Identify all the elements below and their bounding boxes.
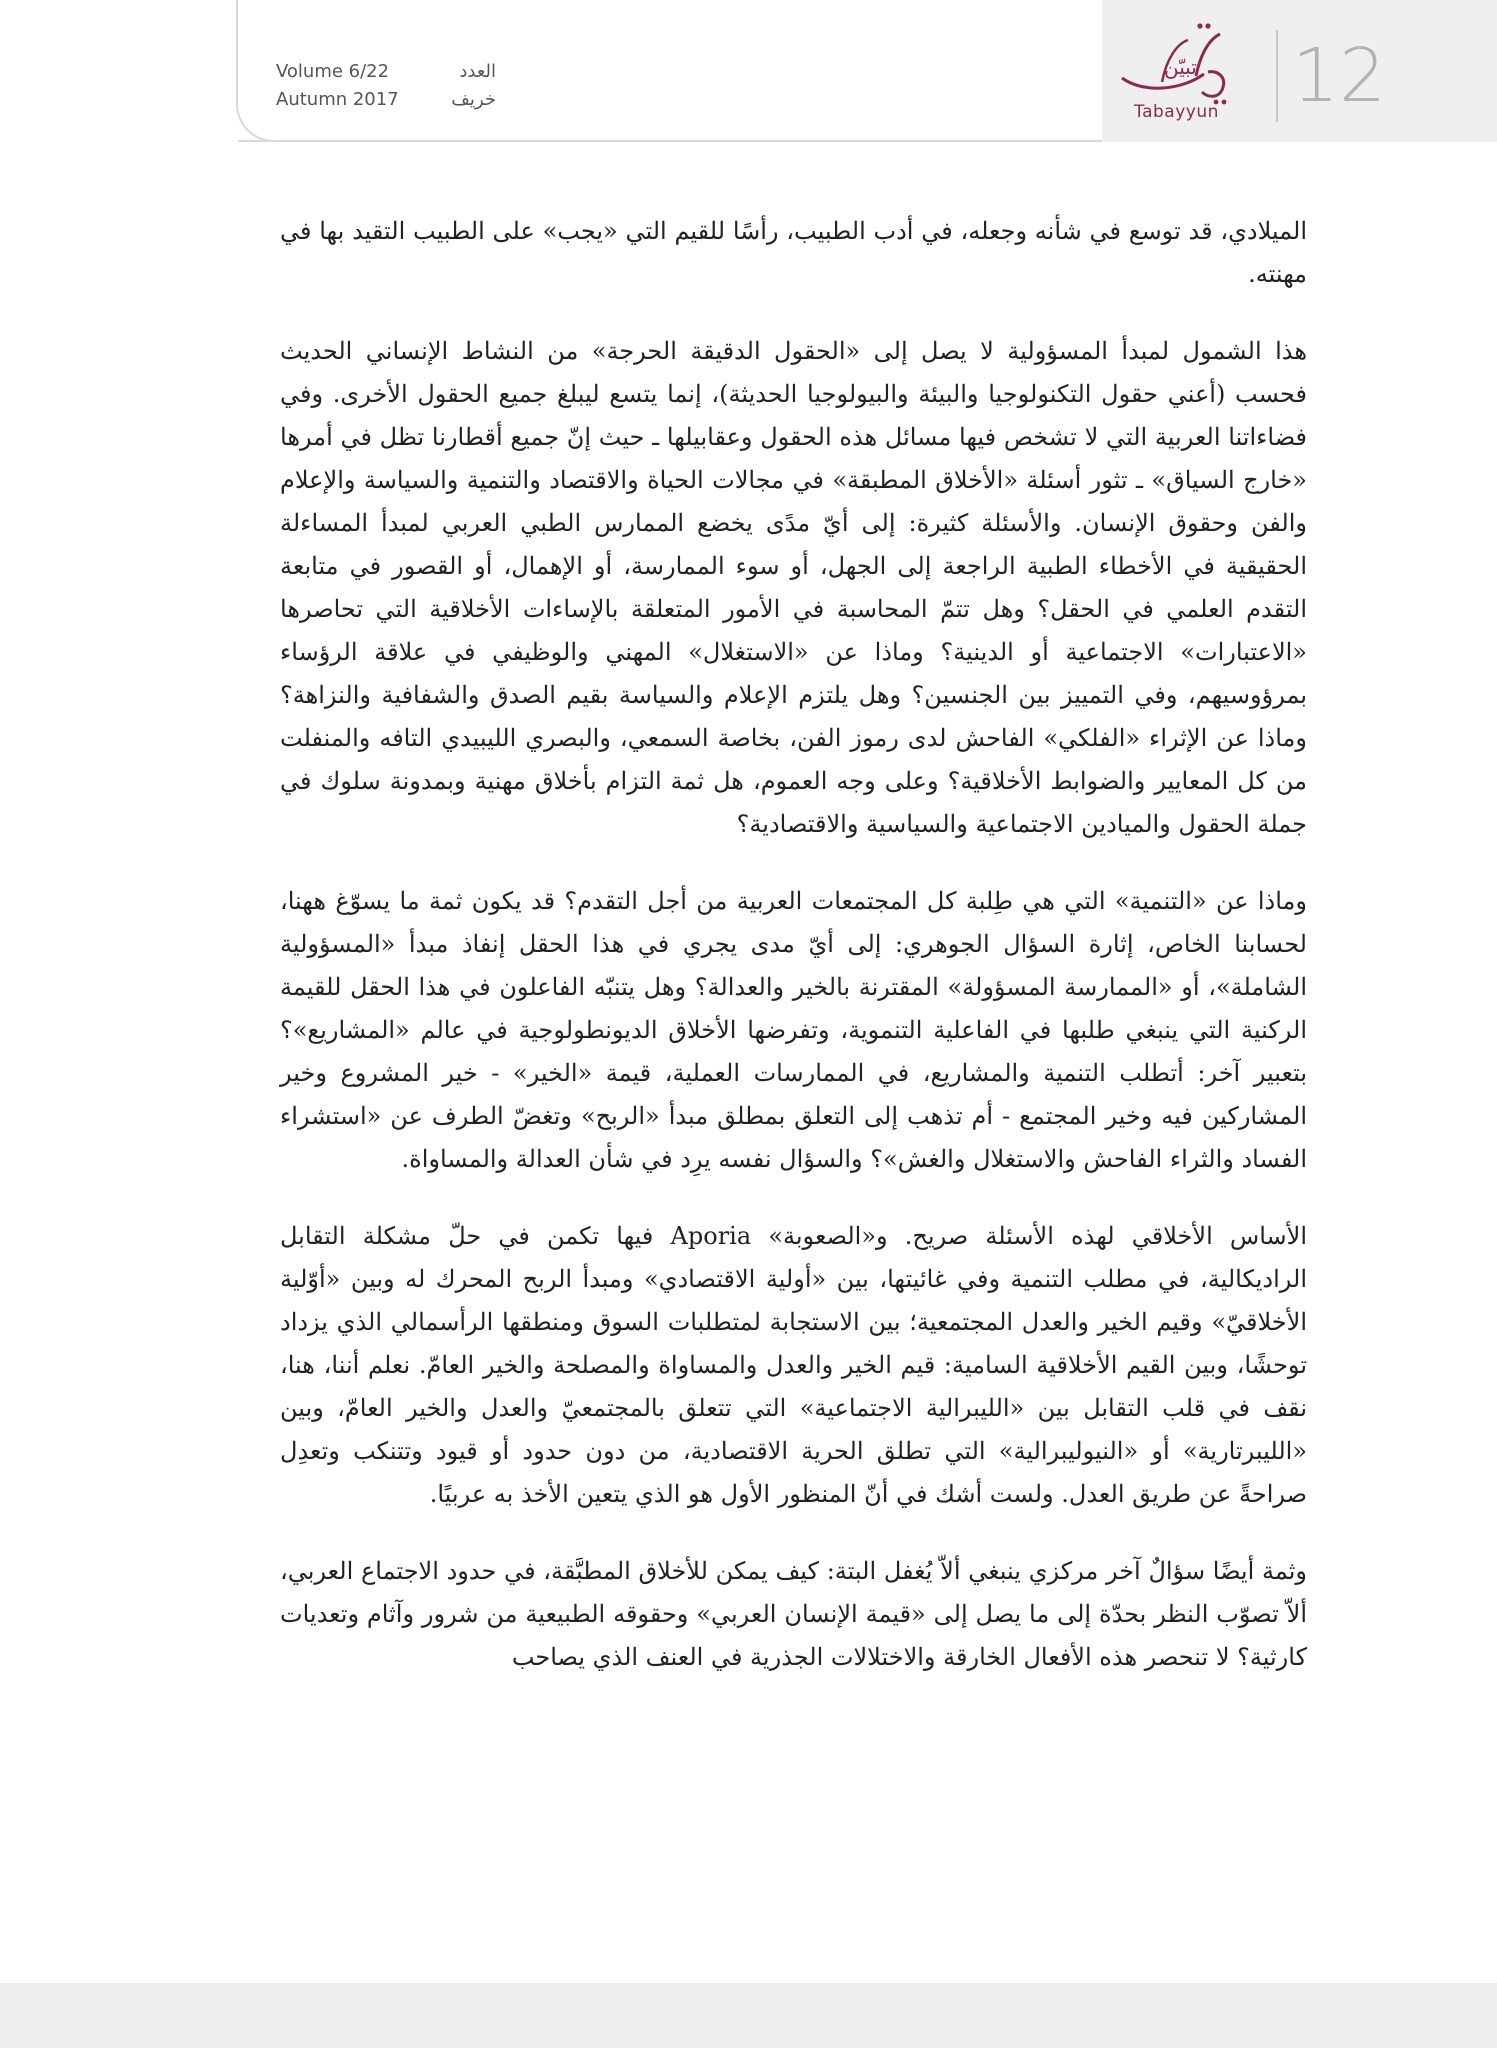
season-label: Autumn 2017 — [276, 89, 399, 110]
issue-label-ar: العدد — [459, 61, 496, 82]
header-separator — [1276, 30, 1278, 122]
footer-band — [0, 1983, 1497, 2048]
issue-info — [276, 58, 496, 114]
season-line — [276, 86, 496, 114]
brand-panel — [1102, 0, 1497, 142]
header-frame-curve — [236, 0, 276, 142]
logo-latin-text: Tabayyun — [1134, 102, 1219, 122]
journal-logo — [1104, 16, 1254, 136]
volume-label: Volume 6/22 — [276, 61, 390, 82]
paragraph-5: وثمة أيضًا سؤالٌ آخر مركزي ينبغي ألاّ يُغفل البتة: كيف يمكن للأخلاق المطبَّقة، في حدود الاجتماع العربي، ألاّ تصوّب النظر بحدّة إلى ما يصل إلى «قيمة الإنسان العربي» وحقوقه الطبيعية من شرور وآثام وتعديات كارثية؟ لا تنحصر هذه الأفعال الخارقة والاختلالات الجذرية في العنف الذي يصاحب — [280, 1557, 1307, 1671]
page-number: 12 — [1292, 33, 1387, 119]
logo-calligraphy-icon — [1104, 16, 1254, 106]
header-rule — [238, 140, 1102, 142]
volume-line — [276, 58, 496, 86]
season-label-ar: خريف — [451, 89, 496, 110]
paragraph-1: الميلادي، قد توسع في شأنه وجعله، في أدب الطبيب، رأسًا للقيم التي «يجب» على الطبيب التقيد بها في مهنته. — [280, 217, 1307, 288]
article-body — [280, 210, 1307, 1713]
paragraph-3: وماذا عن «التنمية» التي هي طِلبة كل المجتمعات العربية من أجل التقدم؟ قد يكون ثمة ما يسوّغ ههنا، لحسابنا الخاص، إثارة السؤال الجوهري: إلى أيّ مدى يجري في هذا الحقل إنفاذ مبدأ «المسؤولية الشاملة»، أو «الممارسة المسؤولة» المقترنة بالخير والعدالة؟ وهل يتنبّه الفاعلون في هذا الحقل للقيمة الركنية التي ينبغي طلبها في الفاعلية التنموية، وتفرضها الأخلاق الديونطولوجية في عالم «المشاريع»؟ بتعبير آخر: أتطلب التنمية والمشاريع، في الممارسات العملية، قيمة «الخير» - خير المشروع وخير المشاركين فيه وخير المجتمع - أم تذهب إلى التعلق بمطلق مبدأ «الربح» وتغضّ الطرف عن «استشراء الفساد والثراء الفاحش والاستغلال والغش»؟ والسؤال نفسه يرِد في شأن العدالة والمساواة. — [280, 887, 1307, 1173]
paragraph-4: الأساس الأخلاقي لهذه الأسئلة صريح. و«الصعوبة» Aporia فيها تكمن في حلّ مشكلة التقابل الراديكالية، في مطلب التنمية وفي غائيتها، بين «أولية الاقتصادي» ومبدأ الربح المحرك له وبين «أوّلية الأخلاقيّ» وقيم الخير والعدل المجتمعية؛ بين الاستجابة لمتطلبات السوق ومنطقها الرأسمالي الذي يزداد توحشًا، وبين القيم الأخلاقية السامية: قيم الخير والعدل والمساواة والمصلحة والخير العامّ. نعلم أننا، هنا، نقف في قلب التقابل بين «الليبرالية الاجتماعية» التي تتعلق بالمجتمعيّ والعدل والخير العامّ، وبين «الليبرتارية» أو «النيوليبرالية» التي تطلق الحرية الاقتصادية، من دون حدود أو قيود وتتنكب وتعدِل صراحةً عن طريق العدل. ولست أشك في أنّ المنظور الأول هو الذي يتعين الأخذ به عربيًا. — [280, 1222, 1307, 1508]
paragraph-2: هذا الشمول لمبدأ المسؤولية لا يصل إلى «الحقول الدقيقة الحرجة» من النشاط الإنساني الحديث فحسب (أعني حقول التكنولوجيا والبيئة والبيولوجيا الحديثة)، إنما يتسع ليبلغ جميع الحقول الأخرى. وفي فضاءاتنا العربية التي لا تشخص فيها مسائل هذه الحقول وعقابيلها ـ حيث إنّ جميع أقطارنا تظل في أمرها «خارج السياق» ـ تثور أسئلة «الأخلاق المطبقة» في مجالات الحياة والاقتصاد والتنمية والسياسة والإعلام والفن وحقوق الإنسان. والأسئلة كثيرة: إلى أيّ مدًى يخضع الممارس الطبي العربي لمبدأ المساءلة الحقيقية في الأخطاء الطبية الراجعة إلى الجهل، أو سوء الممارسة، أو الإهمال، أو القصور في متابعة التقدم العلمي في الحقل؟ وهل تتمّ المحاسبة في الأمور المتعلقة بالإساءات الأخلاقية التي تحاصرها «الاعتبارات» الاجتماعية أو الدينية؟ وماذا عن «الاستغلال» المهني والوظيفي في علاقة الرؤساء بمرؤوسيهم، وفي التمييز بين الجنسين؟ وهل يلتزم الإعلام والسياسة بقيم الصدق والشفافية والنزاهة؟ وماذا عن الإثراء «الفلكي» الفاحش لدى رموز الفن، بخاصة السمعي، والبصري الليبيدي التافه والمنفلت من كل المعايير والضوابط الأخلاقية؟ وعلى وجه العموم، هل ثمة التزام بأخلاق مهنية وبمدونة سلوك في جملة الحقول والميادين الاجتماعية والسياسية والاقتصادية؟ — [280, 337, 1307, 838]
logo-arabic-text: تبيّن — [1164, 55, 1197, 79]
